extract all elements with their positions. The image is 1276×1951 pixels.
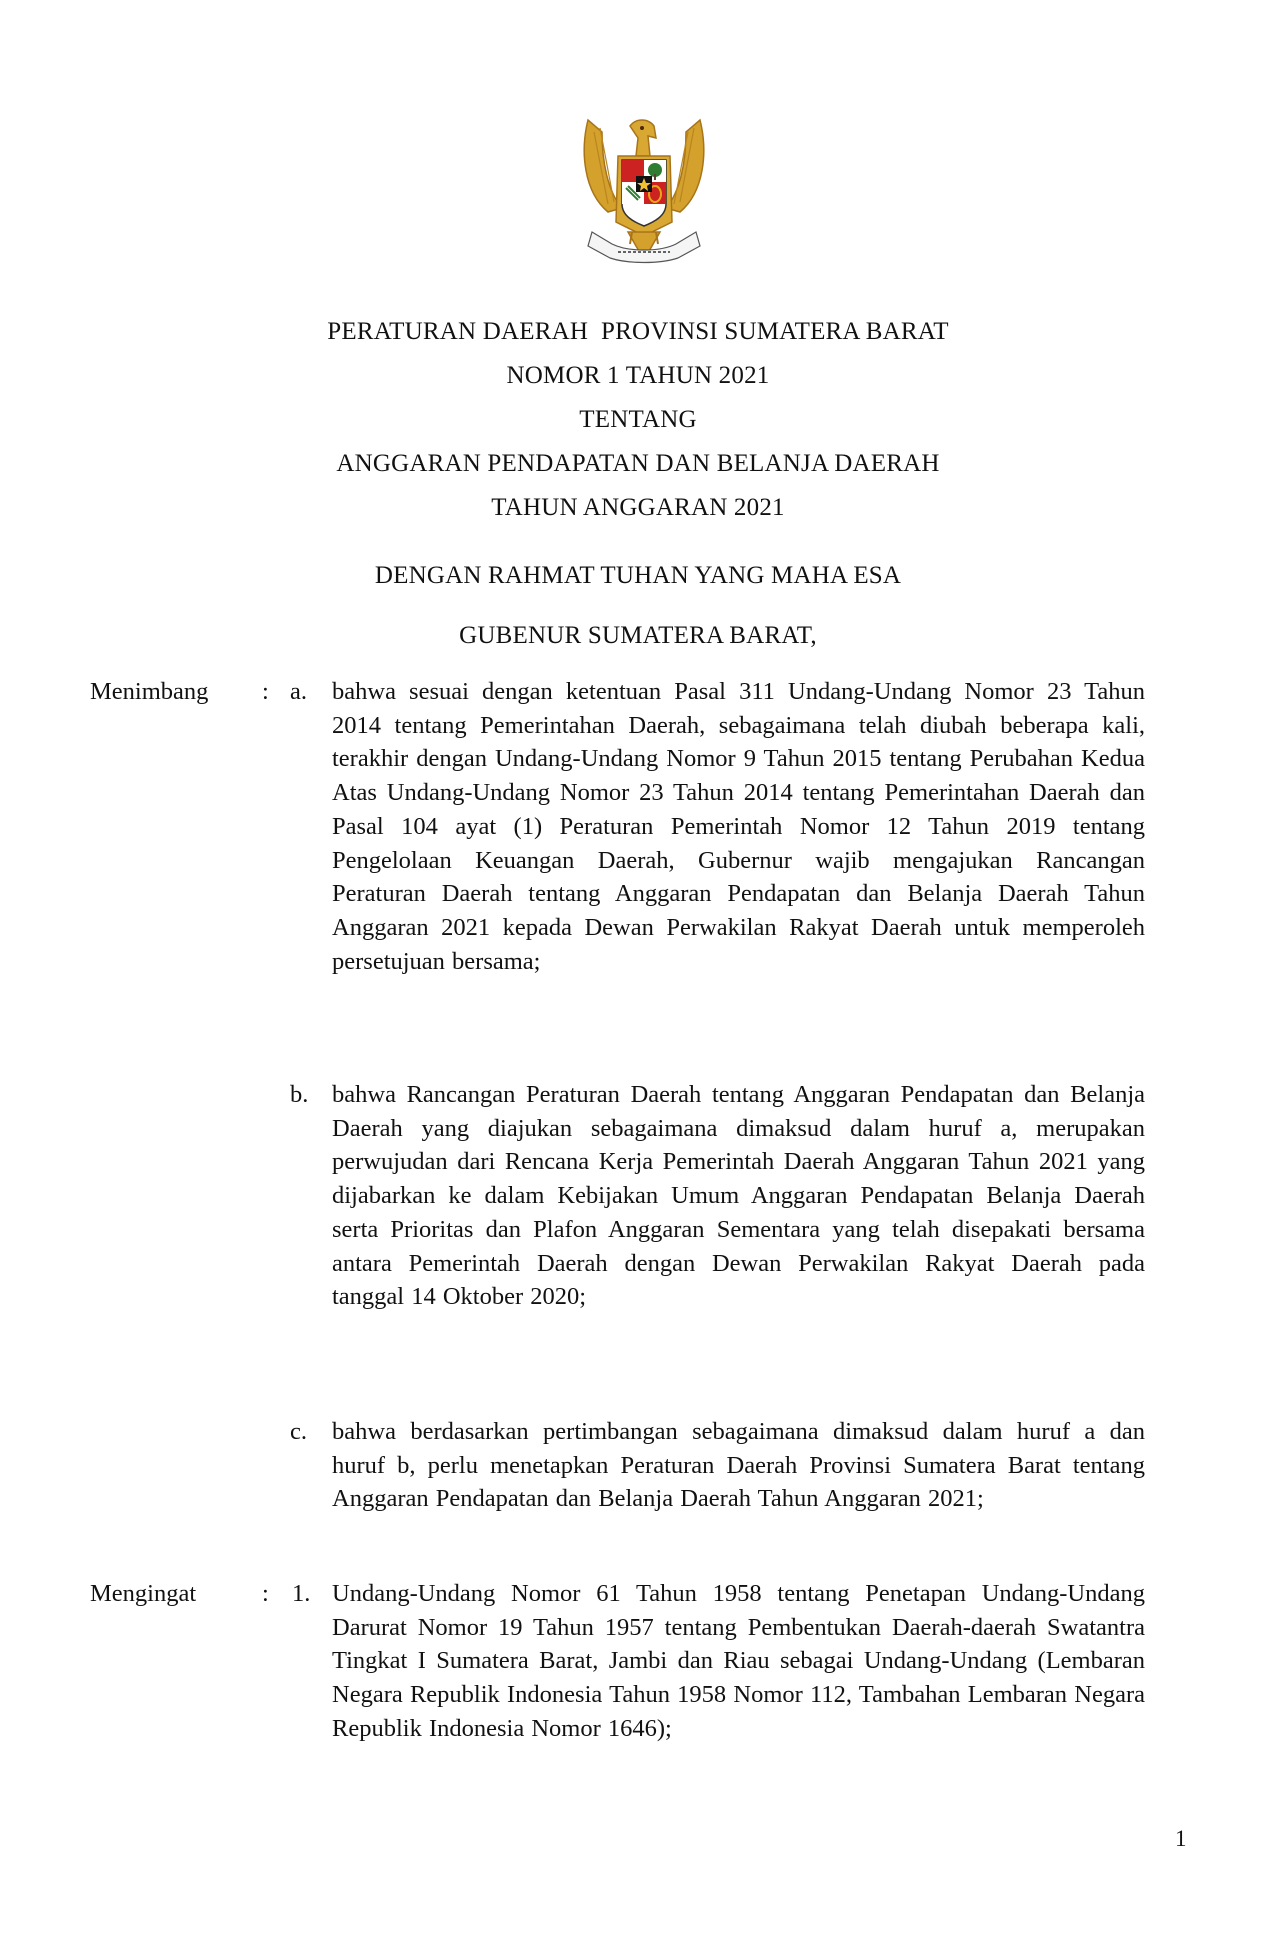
item-marker-1: 1. (292, 1580, 311, 1607)
menimbang-item-a: bahwa sesuai dengan ketentuan Pasal 311 Undang-Undang Nomor 23 Tahun 2014 tentang Pemerintahan Daerah, sebagaimana telah diubah beberapa kali, terakhir dengan Undang-Undang Nomor 9 Tahun 2015 tentang Perubahan Kedua Atas Undang-Undang Nomor 23 Tahun 2014 tentang Pemerintahan Daerah dan Pasal 104 ayat (1) Peraturan Pemerintah Nomor 12 Tahun 2019 tentang Pengelolaan Keuangan Daerah, Gubernur wajib mengajukan Rancangan Peraturan Daerah tentang Anggaran Pendapatan dan Belanja Daerah Tahun Anggaran 2021 kepada Dewan Perwakilan Rakyat Daerah untuk memperoleh persetujuan bersama; (332, 678, 1145, 975)
mengingat-label: Mengingat (90, 1580, 197, 1607)
issuer-line: GUBENUR SUMATERA BARAT, (459, 622, 817, 649)
regulation-title: PERATURAN DAERAH PROVINSI SUMATERA BARAT (327, 318, 949, 345)
item-marker-a: a. (290, 678, 307, 705)
mengingat-colon: : (262, 1580, 269, 1607)
menimbang-item-b: bahwa Rancangan Peraturan Daerah tentang Anggaran Pendapatan dan Belanja Daerah yang diajukan sebagaimana dimaksud dalam huruf a, merupakan perwujudan dari Rencana Kerja Pemerintah Daerah Anggaran Tahun 2021 yang dijabarkan ke dalam Kebijakan Umum Anggaran Pendapatan Belanja Daerah serta Prioritas dan Plafon Anggaran Sementara yang telah disepakati bersama antara Pemerintah Daerah dengan Dewan Perwakilan Rakyat Daerah pada tanggal 14 Oktober 2020; (332, 1081, 1145, 1311)
menimbang-colon: : (262, 678, 269, 705)
item-marker-b: b. (290, 1081, 309, 1108)
page-number: 1 (1175, 1826, 1187, 1851)
invocation-line: DENGAN RAHMAT TUHAN YANG MAHA ESA (374, 562, 902, 589)
item-marker-c: c. (290, 1418, 307, 1445)
menimbang-item-c: bahwa berdasarkan pertimbangan sebagaimana dimaksud dalam huruf a dan huruf b, perlu menetapkan Peraturan Daerah Provinsi Sumatera Barat tentang Anggaran Pendapatan dan Belanja Daerah Tahun Anggaran 2021; (332, 1418, 1145, 1513)
regulation-about-label: TENTANG (579, 406, 697, 433)
regulation-subject: ANGGARAN PENDAPATAN DAN BELANJA DAERAH (336, 450, 940, 477)
menimbang-label: Menimbang (90, 678, 209, 705)
regulation-number: NOMOR 1 TAHUN 2021 (506, 362, 770, 389)
regulation-fiscal-year: TAHUN ANGGARAN 2021 (491, 494, 785, 521)
garuda-emblem-icon (578, 112, 710, 272)
mengingat-item-1: Undang-Undang Nomor 61 Tahun 1958 tentang Penetapan Undang-Undang Darurat Nomor 19 Tahun 1957 tentang Pembentukan Daerah-daerah Swatantra Tingkat I Sumatera Barat, Jambi dan Riau sebagai Undang-Undang (Lembaran Negara Republik Indonesia Tahun 1958 Nomor 112, Tambahan Lembaran Negara Republik Indonesia Nomor 1646); (332, 1580, 1145, 1742)
